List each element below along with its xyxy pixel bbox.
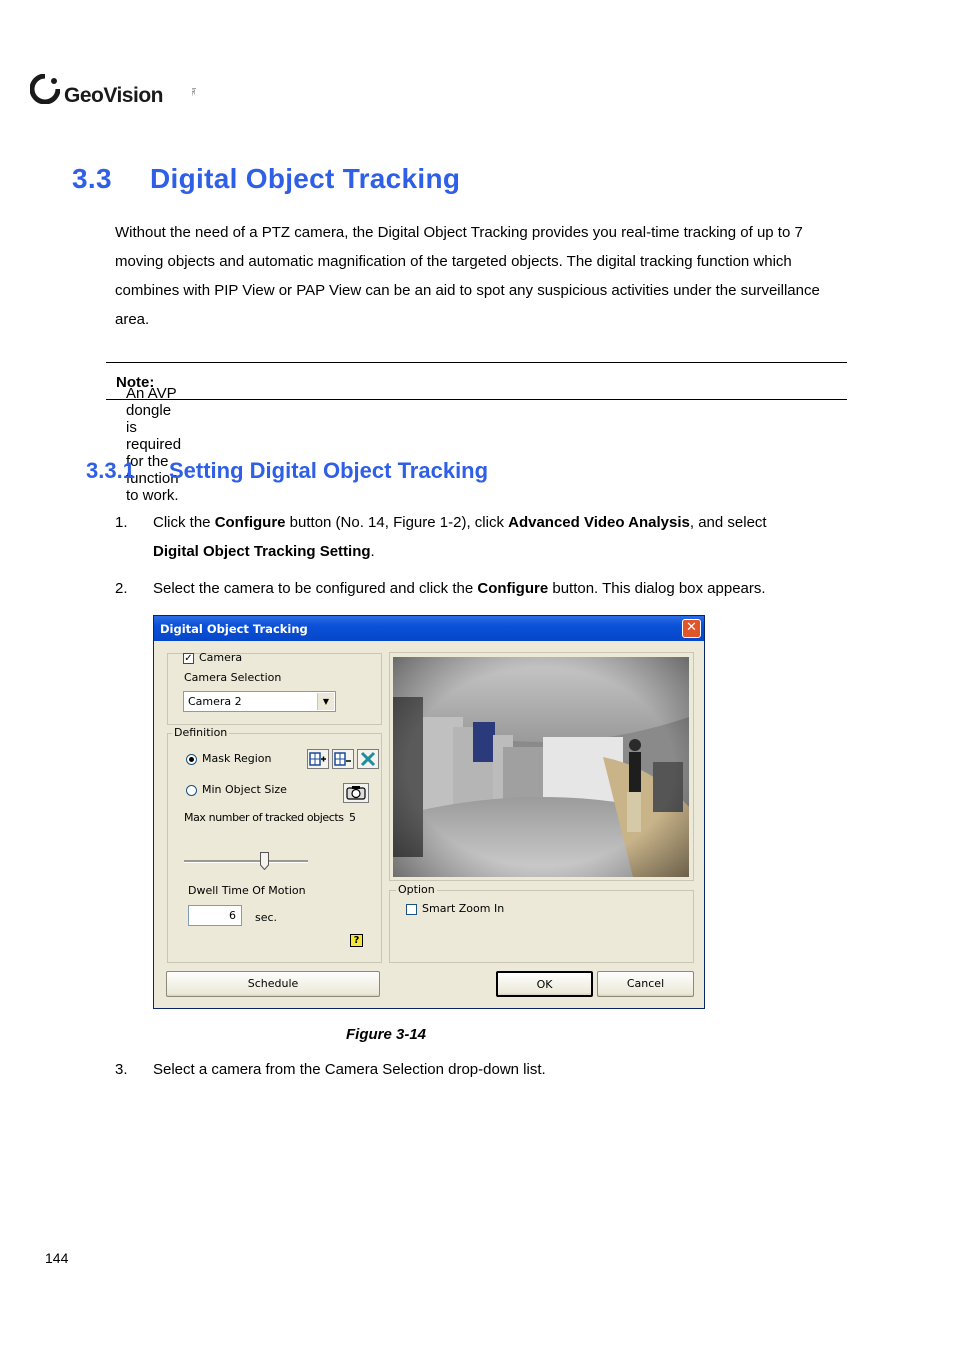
step-number: 1. [115, 514, 128, 531]
schedule-button[interactable]: Schedule [166, 971, 380, 997]
section-number: 3.3 [72, 163, 112, 194]
camera-selection-dropdown[interactable] [183, 691, 336, 712]
dwell-time-value: 6 [229, 909, 236, 922]
max-tracked-slider-track[interactable] [184, 860, 308, 863]
intro-paragraph: Without the need of a PTZ camera, the Digital Object Tracking provides you real-time tracking of up to 7 moving objects and automatic magnification of the targeted objects. The digital tracking function which combines with PIP View or PAP View can be an aid to spot any suspicious activities under the surveillance area. [115, 224, 820, 328]
step-number: 3. [115, 1061, 128, 1078]
option-group [389, 890, 694, 963]
close-button[interactable]: ✕ [682, 619, 701, 638]
step-text: Select a camera from the Camera Selection drop-down list. [153, 1061, 546, 1078]
camera-selection-value: Camera 2 [188, 695, 242, 708]
add-mask-button[interactable] [307, 749, 329, 769]
add-mask-icon [309, 751, 327, 767]
option-label: Option [398, 883, 435, 896]
smart-zoom-checkbox[interactable] [406, 904, 417, 915]
camera-checkbox[interactable]: ✓ [184, 653, 193, 664]
max-tracked-value: 5 [349, 811, 356, 824]
camera-preview-image [393, 657, 689, 877]
min-object-size-radio[interactable] [186, 785, 197, 796]
note-label: Note: [116, 374, 155, 391]
geovision-logo [30, 74, 196, 110]
dwell-time-label: Dwell Time Of Motion [188, 884, 306, 897]
mask-region-label: Mask Region [202, 752, 272, 765]
subsection-number: 3.3.1 [86, 458, 135, 483]
smart-zoom-label: Smart Zoom In [422, 902, 505, 915]
subsection-title: Setting Digital Object Tracking [169, 458, 489, 483]
logo-text: GeoVision [64, 84, 163, 107]
note-text [116, 374, 182, 504]
remove-mask-icon [334, 751, 352, 767]
figure-caption: Figure 3-14 [346, 1026, 427, 1043]
section-title: Digital Object Tracking [150, 163, 461, 194]
step-text: Click the Configure button (No. 14, Figure 1-2), click Advanced Video Analysis, and select Digital Object Tracking Setting. [153, 514, 767, 560]
dwell-time-input[interactable] [188, 905, 242, 926]
dialog-titlebar[interactable] [154, 616, 704, 641]
subsection-heading [86, 458, 488, 484]
max-tracked-slider-thumb[interactable] [260, 852, 269, 870]
cancel-button[interactable]: Cancel [597, 971, 694, 997]
camera-label: Camera [199, 651, 243, 664]
clear-mask-button[interactable] [357, 749, 379, 769]
help-icon[interactable]: ? [350, 934, 363, 947]
digital-object-tracking-dialog [153, 615, 705, 1009]
clear-mask-icon [359, 751, 377, 767]
logo-suffix: Inc. [190, 88, 196, 97]
camera-selection-label: Camera Selection [184, 671, 282, 684]
step-number: 2. [115, 580, 128, 597]
page-number: 144 [45, 1250, 69, 1266]
min-object-size-label: Min Object Size [202, 783, 287, 796]
note-body: An AVP dongle is required for the function to work. [126, 385, 182, 504]
min-object-size-button[interactable] [343, 783, 369, 803]
chevron-down-icon[interactable]: ▼ [317, 693, 334, 710]
section-heading [72, 163, 460, 195]
definition-label: Definition [174, 726, 228, 739]
max-tracked-label: Max number of tracked objects [184, 811, 344, 824]
step-text: Select the camera to be configured and click the Configure button. This dialog box appears. [153, 580, 766, 597]
ok-button[interactable]: OK [496, 971, 593, 997]
dwell-time-unit: sec. [255, 911, 278, 924]
geovision-logo-icon [30, 74, 60, 104]
remove-mask-button[interactable] [332, 749, 354, 769]
camera-object-icon [345, 785, 367, 801]
dialog-title: Digital Object Tracking [160, 622, 308, 636]
camera-preview [393, 657, 689, 877]
mask-region-radio[interactable] [186, 754, 197, 765]
